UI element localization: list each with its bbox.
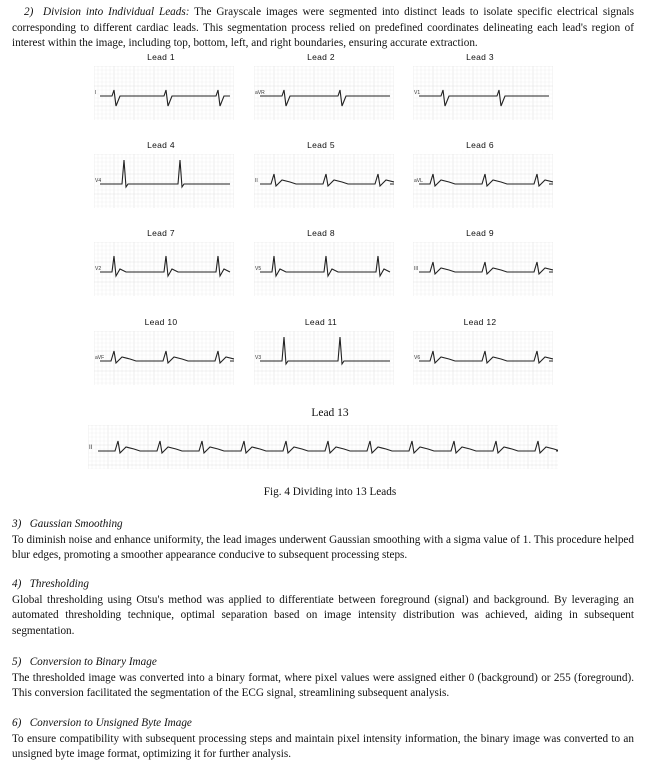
ecg-waveform [260, 337, 390, 364]
lead-trace-box [413, 242, 553, 296]
section-6-paragraph [12, 716, 634, 763]
lead-trace [254, 242, 394, 296]
lead-trace [94, 66, 234, 120]
section-3-text: To diminish noise and enhance uniformity, the lead images underwent Gaussian smoothing with a sigma value of 1. This procedure helped blur edges, promoting a smoother appearance conducive to subsequent processing steps. [12, 533, 634, 561]
lead-title: Lead 10 [144, 317, 178, 327]
ecg-grid [94, 154, 234, 208]
lead-title: Lead 7 [147, 228, 175, 238]
lead-title: Lead 9 [466, 228, 494, 238]
lead-title: Lead 6 [466, 140, 494, 150]
lead-tag: I [95, 90, 97, 96]
lead-trace [254, 331, 394, 385]
ecg-grid [254, 66, 394, 120]
lead-trace-box [413, 154, 553, 208]
lead-trace-box [94, 154, 234, 208]
section-6-text: To ensure compatibility with subsequent processing steps and maintain pixel intensity information, the binary image was converted to an unsigned byte image format, optimizing it for further analysis. [12, 732, 634, 760]
lead-title: Lead 1 [147, 52, 175, 62]
ecg-grid [94, 66, 234, 120]
section-5-text: The thresholded image was converted into a binary format, where pixel values were assigned either 0 (background) or 255 (foreground). This conversion facilitated the segmentation of the ECG signal, streamlining subsequent analysis. [12, 671, 634, 699]
ecg-grid [254, 331, 394, 385]
lead-trace [413, 154, 553, 208]
lead-trace-box [254, 66, 394, 120]
lead-trace [413, 66, 553, 120]
lead-13-title: Lead 13 [311, 407, 349, 419]
lead-trace [254, 154, 394, 208]
lead-tag: III [414, 266, 419, 272]
ecg-waveform [100, 160, 230, 187]
lead-trace-box [94, 331, 234, 385]
lead-13-trace [88, 425, 558, 469]
lead-trace-box [254, 154, 394, 208]
lead-tag: aVR [255, 90, 265, 96]
lead-trace-box [254, 242, 394, 296]
section-5-paragraph [12, 655, 634, 702]
figure-caption: Fig. 4 Dividing into 13 Leads [263, 486, 397, 498]
lead-title: Lead 5 [307, 140, 335, 150]
lead-tag: V2 [95, 266, 102, 272]
section-3-header: 3) Gaussian Smoothing [12, 518, 123, 530]
lead-tag: V5 [255, 266, 262, 272]
lead-title: Lead 12 [463, 317, 497, 327]
lead-title: Lead 3 [466, 52, 494, 62]
section-4-paragraph [12, 577, 634, 639]
lead-13-strip [88, 425, 558, 469]
lead-trace-box [94, 242, 234, 296]
lead-trace-box [94, 66, 234, 120]
section-2-header: 2) Division into Individual Leads: [24, 6, 190, 18]
lead-trace [413, 331, 553, 385]
lead-tag: II [255, 178, 258, 184]
lead-tag: aVF [95, 355, 105, 361]
lead-tag: V4 [95, 178, 102, 184]
lead-title: Lead 2 [307, 52, 335, 62]
lead-trace [94, 242, 234, 296]
section-2-text: The Grayscale images were segmented into distinct leads to isolate specific electrical signals corresponding to different cardiac leads. This segmentation process relied on predefined coordinates delineating each lead's region of interest within the image, including top, bottom, left, and right boundaries, ensuring accurate extraction. [12, 6, 634, 49]
section-4-header: 4) Thresholding [12, 578, 89, 590]
section-5-header: 5) Conversion to Binary Image [12, 656, 157, 668]
lead-trace-box [254, 331, 394, 385]
section-2-paragraph [12, 5, 634, 52]
section-4-text: Global thresholding using Otsu's method was applied to differentiate between foreground (signal) and background. By leveraging an automated thresholding technique, optimal separation based on image intensity distribution was achieved, aiding in subsequent segmentation. [12, 593, 634, 637]
lead-tag: aVL [414, 178, 423, 184]
lead-trace [94, 154, 234, 208]
lead-trace [254, 66, 394, 120]
lead-tag: V6 [414, 355, 421, 361]
lead-trace [413, 242, 553, 296]
section-3-paragraph [12, 517, 634, 564]
ecg-grid [413, 66, 553, 120]
lead-tag: II [89, 445, 93, 451]
lead-trace-box [413, 331, 553, 385]
section-6-header: 6) Conversion to Unsigned Byte Image [12, 717, 192, 729]
lead-tag: V3 [255, 355, 262, 361]
lead-trace-box [413, 66, 553, 120]
lead-trace [94, 331, 234, 385]
lead-title: Lead 4 [147, 140, 175, 150]
lead-tag: V1 [414, 90, 421, 96]
lead-title: Lead 11 [304, 317, 338, 327]
lead-title: Lead 8 [307, 228, 335, 238]
